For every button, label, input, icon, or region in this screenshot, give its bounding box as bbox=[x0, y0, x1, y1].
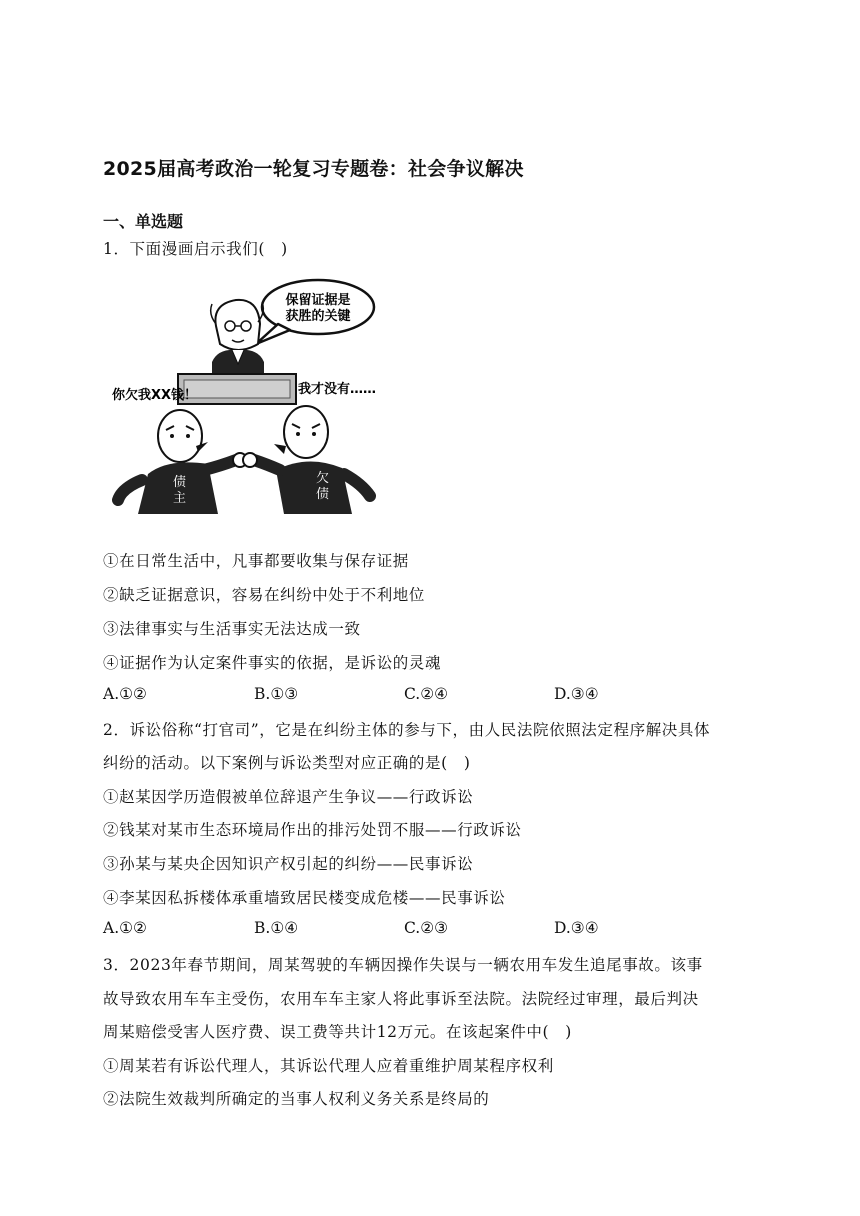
question-1-item-4: ④证据作为认定案件事实的依据，是诉讼的灵魂 bbox=[103, 654, 442, 672]
question-3-item-1: ①周某若有诉讼代理人，其诉讼代理人应着重维护周某程序权利 bbox=[103, 1057, 554, 1075]
question-1-item-2: ②缺乏证据意识，容易在纠纷中处于不利地位 bbox=[103, 586, 426, 604]
question-2-item-1: ①赵某因学历造假被单位辞退产生争议——行政诉讼 bbox=[103, 788, 474, 806]
debtor-label-2: 债 bbox=[316, 487, 330, 502]
question-2-item-4: ④李某因私拆楼体承重墙致居民楼变成危楼——民事诉讼 bbox=[103, 889, 506, 907]
question-2-stem-line-2: 纠纷的活动。以下案例与诉讼类型对应正确的是( ) bbox=[103, 754, 471, 772]
section-heading: 一、单选题 bbox=[103, 212, 184, 231]
question-1-option-a: A.①② bbox=[103, 685, 147, 703]
question-2-option-a: A.①② bbox=[103, 919, 147, 937]
question-2-option-d: D.③④ bbox=[554, 919, 599, 937]
debtor-figure bbox=[243, 406, 370, 514]
question-1-stem: 1．下面漫画启示我们( ) bbox=[103, 240, 288, 258]
question-2-stem-line-1: 2．诉讼俗称“打官司”，它是在纠纷主体的参与下，由人民法院依照法定程序解决具体 bbox=[103, 721, 711, 739]
debtor-label-1: 欠 bbox=[316, 471, 330, 486]
question-1-item-3: ③法律事实与生活事实无法达成一致 bbox=[103, 620, 361, 638]
creditor-label-1: 债 bbox=[173, 475, 187, 490]
cartoon-illustration bbox=[108, 274, 400, 522]
bubble-text-2: 获胜的关键 bbox=[285, 309, 351, 324]
question-1-option-c: C.②④ bbox=[404, 685, 449, 703]
question-2-item-2: ②钱某对某市生态环境局作出的排污处罚不服——行政诉讼 bbox=[103, 821, 522, 839]
bubble-text-1: 保留证据是 bbox=[285, 293, 351, 308]
question-2-option-c: C.②③ bbox=[404, 919, 449, 937]
creditor-label-2: 主 bbox=[173, 491, 187, 506]
bubble-tail bbox=[256, 324, 290, 344]
question-2-item-3: ③孙某与某央企因知识产权引起的纠纷——民事诉讼 bbox=[103, 855, 474, 873]
creditor-speech: 你欠我XX钱！ bbox=[112, 388, 198, 403]
judge-figure bbox=[211, 300, 264, 374]
question-1-option-d: D.③④ bbox=[554, 685, 599, 703]
debtor-speech: 我才没有…… bbox=[298, 382, 377, 397]
question-1-item-1: ①在日常生活中，凡事都要收集与保存证据 bbox=[103, 552, 409, 570]
question-2-option-b: B.①④ bbox=[254, 919, 299, 937]
question-3-stem-line-3: 周某赔偿受害人医疗费、误工费等共计12万元。在该起案件中( ) bbox=[103, 1023, 572, 1041]
question-3-item-2: ②法院生效裁判所确定的当事人权利义务关系是终局的 bbox=[103, 1090, 490, 1108]
question-3-stem-line-1: 3．2023年春节期间，周某驾驶的车辆因操作失误与一辆农用车发生追尾事故。该事 bbox=[103, 956, 703, 974]
question-1-option-b: B.①③ bbox=[254, 685, 299, 703]
creditor-figure bbox=[118, 410, 247, 514]
question-3-stem-line-2: 故导致农用车车主受伤，农用车车主家人将此事诉至法院。法院经过审理，最后判决 bbox=[103, 990, 699, 1008]
document-title: 2025届高考政治一轮复习专题卷：社会争议解决 bbox=[103, 158, 524, 180]
